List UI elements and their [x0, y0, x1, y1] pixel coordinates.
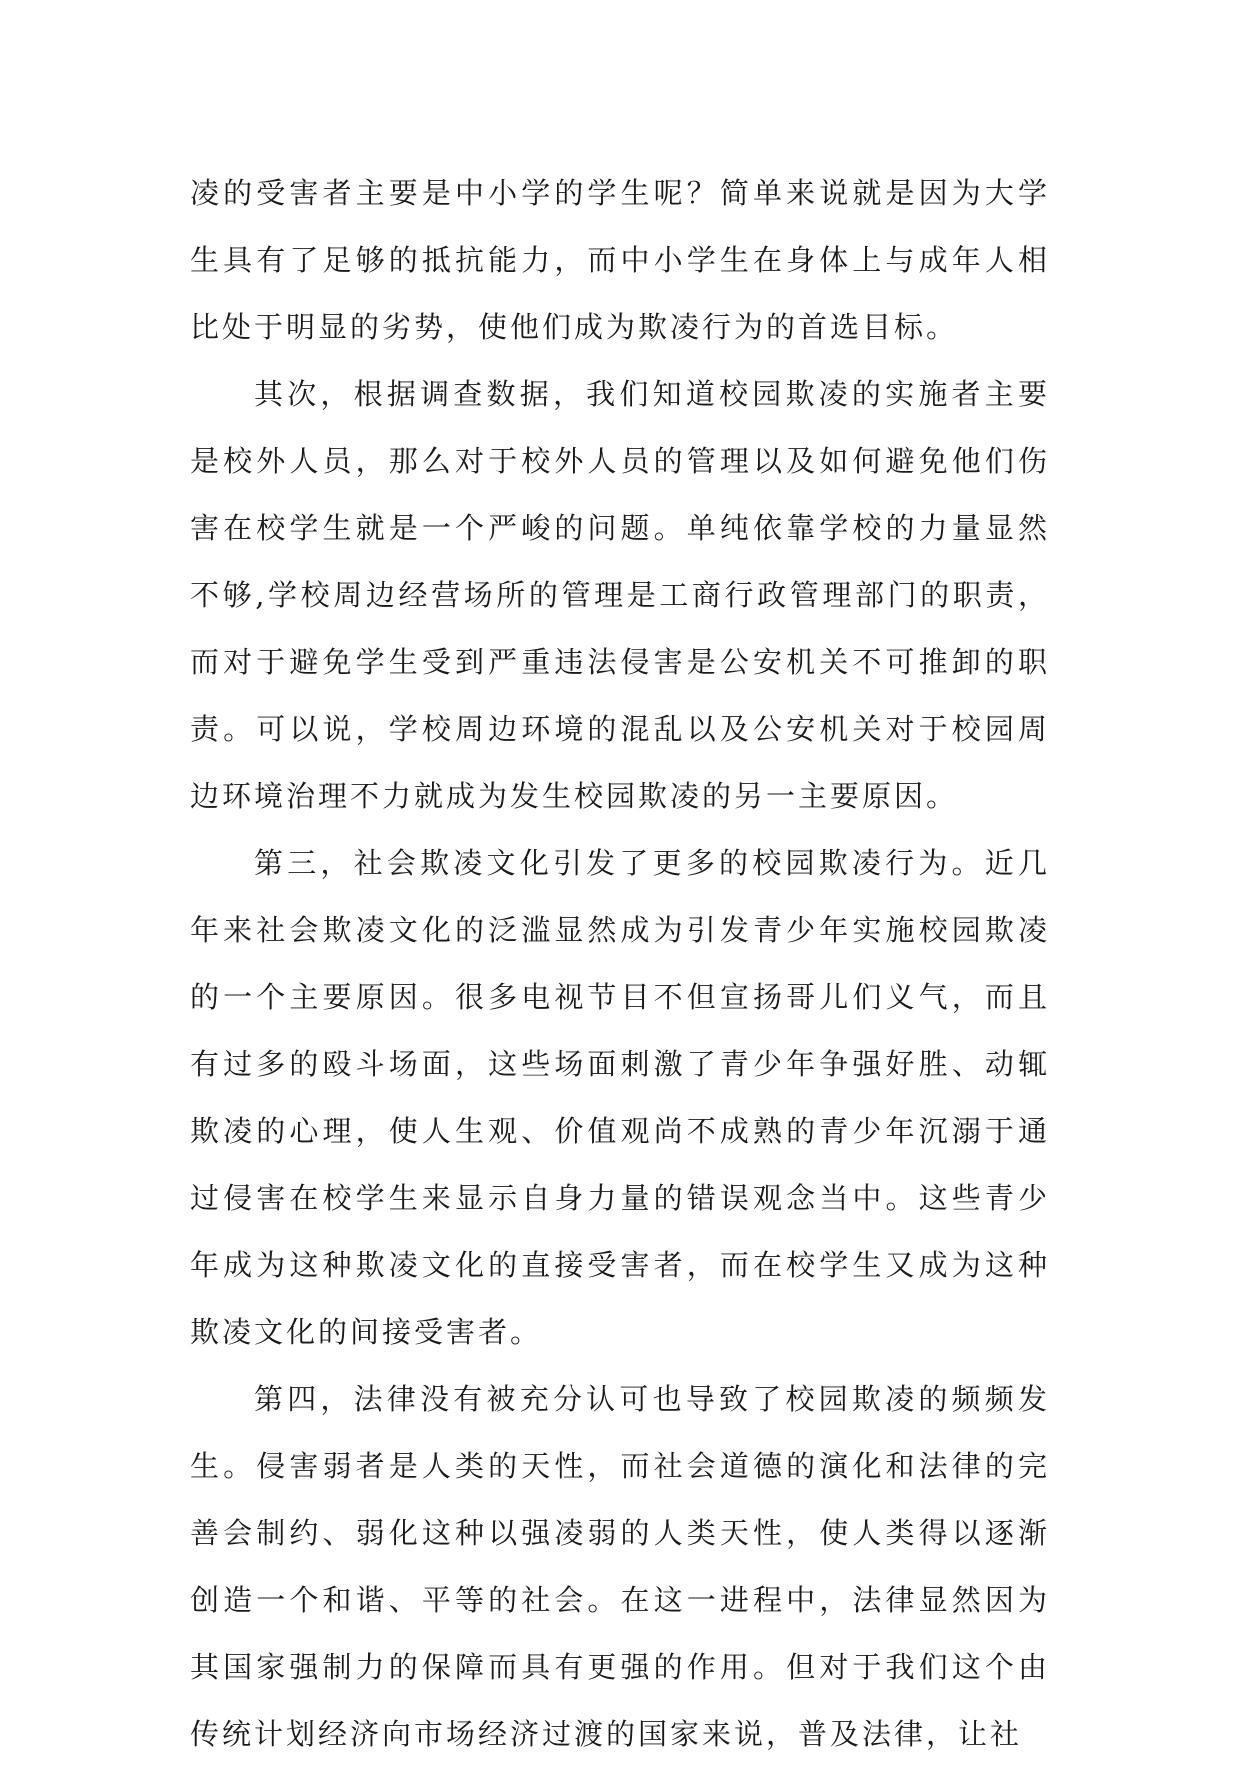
paragraph-continuation: 凌的受害者主要是中小学的学生呢？简单来说就是因为大学生具有了足够的抵抗能力，而中小学生在身体上与成年人相比处于明显的劣势，使他们成为欺凌行为的首选目标。	[190, 176, 1050, 344]
paragraph-third-reason: 第三，社会欺凌文化引发了更多的校园欺凌行为。近几年来社会欺凌文化的泛滥显然成为引发青少年实施校园欺凌的一个主要原因。很多电视节目不但宣扬哥儿们义气，而且有过多的殴斗场面，这些场面刺激了青少年争强好胜、动辄欺凌的心理，使人生观、价值观尚不成熟的青少年沉溺于通过侵害在校学生来显示自身力量的错误观念当中。这些青少年成为这种欺凌文化的直接受害者，而在校学生又成为这种欺凌文化的间接受害者。	[190, 846, 1050, 1349]
paragraph-second-reason: 其次，根据调查数据，我们知道校园欺凌的实施者主要是校外人员，那么对于校外人员的管理以及如何避免他们伤害在校学生就是一个严峻的问题。单纯依靠学校的力量显然不够,学校周边经营场所的管理是工商行政管理部门的职责，而对于避免学生受到严重违法侵害是公安机关不可推卸的职责。可以说，学校周边环境的混乱以及公安机关对于校园周边环境治理不力就成为发生校园欺凌的另一主要原因。	[190, 377, 1050, 813]
paragraph-fourth-reason: 第四，法律没有被充分认可也导致了校园欺凌的频频发生。侵害弱者是人类的天性，而社会道德的演化和法律的完善会制约、弱化这种以强凌弱的人类天性，使人类得以逐渐创造一个和谐、平等的社会。在这一进程中，法律显然因为其国家强制力的保障而具有更强的作用。但对于我们这个由传统计划经济向市场经济过渡的国家来说，普及法律，让社	[190, 1382, 1050, 1751]
document-body	[190, 160, 1050, 1768]
